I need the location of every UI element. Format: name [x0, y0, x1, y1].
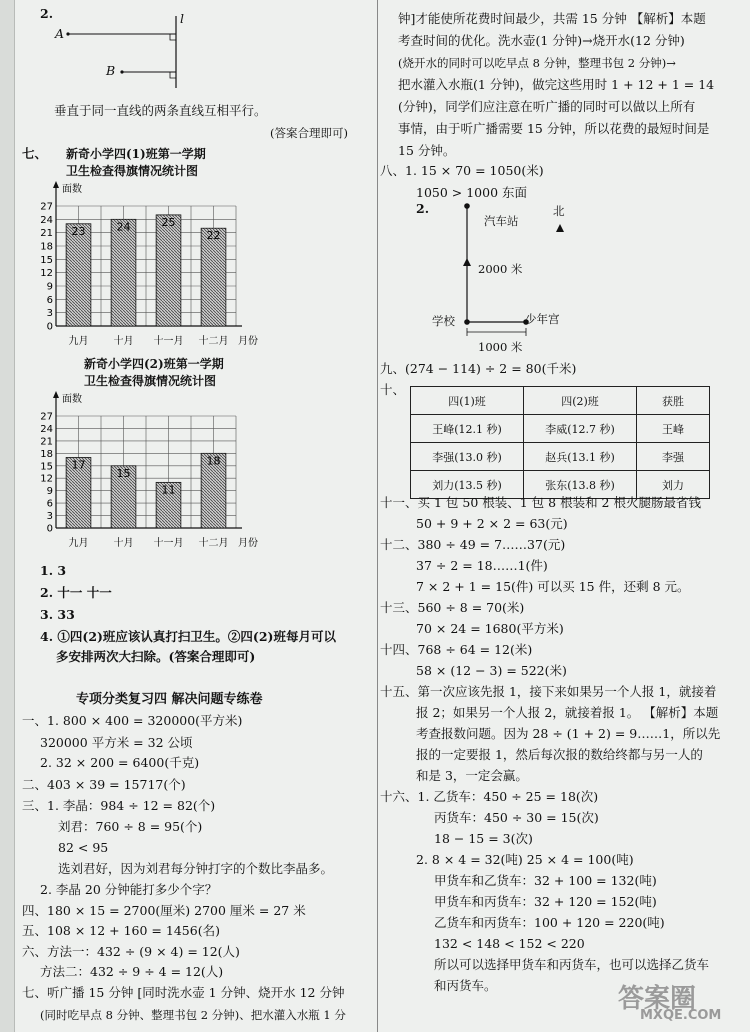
answer-3: 3. 33 — [40, 607, 75, 622]
table-header-cell: 四(1)班 — [411, 387, 524, 415]
chart1-title-line2: 卫生检查得旗情况统计图 — [66, 164, 199, 178]
table-cell: 李威(12.7 秒) — [524, 415, 637, 443]
right-line-3: 把水灌入水瓶(1 分钟)，做完这些用时 1 + 12 + 1 = 14 — [398, 77, 715, 92]
table-cell: 李强 — [637, 443, 710, 471]
parallel-text: 垂直于同一直线的两条直线互相平行。 — [54, 103, 267, 118]
bar — [156, 215, 181, 326]
column-divider — [377, 0, 378, 1032]
x-tick-label: 十月 — [113, 336, 134, 347]
y-tick-label: 18 — [40, 448, 53, 460]
table-cell: 刘力 — [637, 471, 710, 499]
x-tick-label: 十二月 — [198, 538, 229, 549]
left-line-4: 三、1. 李晶：984 ÷ 12 = 82(个) — [22, 798, 216, 813]
x-tick-label: 九月 — [68, 538, 89, 549]
right-bottom-line-21: 132 < 148 < 152 < 220 — [434, 936, 585, 951]
bar-value-label: 15 — [116, 466, 131, 480]
bar — [201, 228, 226, 326]
left-line-1: 320000 平方米 = 32 公顷 — [40, 735, 193, 750]
right-bottom-line-11: 考查报数问题。因为 28 ÷ (1 + 2) = 9……1，所以先 — [416, 726, 721, 741]
y-tick-label: 9 — [46, 281, 53, 293]
y-tick-label: 15 — [40, 254, 53, 266]
table-cell: 张东(13.8 秒) — [524, 471, 637, 499]
bus-station-label: 汽车站 — [484, 214, 519, 228]
answer-4-line2: 多安排两次大扫除。(答案合理即可) — [56, 649, 256, 664]
x-tick-label: 十月 — [113, 538, 134, 549]
bar-value-label: 24 — [116, 220, 131, 234]
bar-value-label: 17 — [71, 458, 86, 472]
bar-value-label: 11 — [161, 483, 176, 497]
horizontal-distance-label: 1000 米 — [478, 340, 523, 354]
x-tick-label: 九月 — [68, 336, 89, 347]
table-cell: 王峰(12.1 秒) — [411, 415, 524, 443]
y-axis-arrow — [53, 391, 59, 398]
right-bottom-line-1: 50 + 9 + 2 × 2 = 63(元) — [416, 516, 568, 531]
y-axis-arrow — [53, 181, 59, 188]
left-line-14: (同时吃早点 8 分钟、整理书包 2 分钟)、把水灌入水瓶 1 分 — [40, 1008, 346, 1022]
q10-label: 十、 — [380, 382, 406, 397]
bar-value-label: 22 — [206, 229, 221, 243]
right-bottom-line-22: 所以可以选择甲货车和丙货车，也可以选择乙货车 — [434, 957, 710, 972]
section-title: 专项分类复习四 解决问题专练卷 — [76, 692, 263, 707]
parallel-lines-diagram — [50, 10, 190, 90]
bar — [111, 219, 136, 326]
y-axis-label: 面数 — [62, 184, 82, 195]
left-line-5: 刘君：760 ÷ 8 = 95(个) — [58, 819, 203, 834]
left-line-0: 一、1. 800 × 400 = 320000(平方米) — [22, 713, 243, 728]
x-axis-label: 月份 — [238, 336, 258, 347]
y-tick-label: 6 — [46, 294, 53, 306]
y-tick-label: 15 — [40, 461, 53, 473]
right-bottom-line-19: 甲货车和丙货车：32 + 120 = 152(吨) — [434, 894, 657, 909]
y-tick-label: 18 — [40, 241, 53, 253]
bar-value-label: 25 — [161, 215, 176, 229]
x-axis-label: 月份 — [238, 538, 258, 549]
right-bottom-line-0: 十一、买 1 包 50 根装、1 包 8 根装和 2 根火腿肠最省钱 — [380, 495, 701, 510]
right-bottom-line-2: 十二、380 ÷ 49 = 7……37(元) — [380, 537, 566, 552]
point-b-label: B — [106, 63, 116, 78]
x-tick-label: 十一月 — [153, 538, 184, 549]
chart1-bar-chart — [36, 178, 258, 356]
right-bottom-line-18: 甲货车和乙货车：32 + 100 = 132(吨) — [434, 873, 657, 888]
right-bottom-line-23: 和丙货车。 — [434, 978, 497, 993]
y-tick-label: 27 — [40, 201, 53, 213]
table-cell: 赵兵(13.1 秒) — [524, 443, 637, 471]
y-tick-label: 6 — [46, 498, 53, 510]
left-line-7: 选刘君好，因为刘君每分钟打字的个数比李晶多。 — [58, 861, 334, 876]
right-bottom-line-5: 十三、560 ÷ 8 = 70(米) — [380, 600, 525, 615]
bar-value-label: 18 — [206, 454, 221, 468]
chart2-title-line1: 新奇小学四(2)班第一学期 — [84, 357, 224, 371]
right-bottom-line-6: 70 × 24 = 1680(平方米) — [416, 621, 564, 636]
race-results-table — [410, 386, 710, 499]
right-bottom-line-12: 报的一定要报 1，然后每次报的数给终都与另一人的 — [416, 747, 703, 762]
answer-1: 1. 3 — [40, 563, 67, 578]
left-line-12: 方法二：432 ÷ 9 ÷ 4 = 12(人) — [40, 964, 224, 979]
y-axis-label: 面数 — [62, 394, 82, 405]
map-q-label: 2. — [416, 201, 430, 216]
y-tick-label: 9 — [46, 486, 53, 498]
right-bottom-line-4: 7 × 2 + 1 = 15(件) 可以买 15 件，还剩 8 元。 — [416, 579, 690, 594]
table-cell: 李强(13.0 秒) — [411, 443, 524, 471]
vertical-distance-label: 2000 米 — [478, 262, 523, 276]
left-line-13: 七、听广播 15 分钟 [同时洗水壶 1 分钟、烧开水 12 分钟 — [22, 985, 345, 1000]
q9-line: 九、(274 − 114) ÷ 2 = 80(千米) — [380, 361, 577, 376]
watermark-logo: 答案圈 — [618, 984, 697, 1014]
right-line-1: 考查时间的优化。洗水壶(1 分钟)→烧开水(12 分钟) — [398, 33, 685, 48]
left-line-2: 2. 32 × 200 = 6400(千克) — [40, 755, 200, 770]
point-a-label: A — [55, 26, 65, 41]
chart1-title-line1: 新奇小学四(1)班第一学期 — [66, 147, 206, 161]
table-header-row — [411, 387, 710, 415]
right-bottom-line-3: 37 ÷ 2 = 18……1(件) — [416, 558, 548, 573]
table-cell: 刘力(13.5 秒) — [411, 471, 524, 499]
right-bottom-line-14: 十六、1. 乙货车：450 ÷ 25 = 18(次) — [380, 789, 599, 804]
table-cell: 王峰 — [637, 415, 710, 443]
right-bottom-line-13: 和是 3，一定会赢。 — [416, 768, 528, 783]
right-bottom-line-17: 2. 8 × 4 = 32(吨) 25 × 4 = 100(吨) — [416, 852, 634, 867]
youth-palace-label: 少年宫 — [525, 312, 560, 326]
y-tick-label: 3 — [46, 308, 53, 320]
left-line-11: 六、方法一：432 ÷ (9 × 4) = 12(人) — [22, 944, 240, 959]
q7-label: 七、 — [22, 146, 48, 161]
right-bottom-line-9: 十五、第一次应该先报 1，接下来如果另一个人报 1，就接着 — [380, 684, 717, 699]
right-bottom-line-10: 报 2；如果另一个人报 2，就接着报 1。 【解析】本题 — [416, 705, 719, 720]
y-tick-label: 21 — [40, 228, 53, 240]
y-tick-label: 27 — [40, 411, 53, 423]
right-bottom-line-20: 乙货车和丙货车：100 + 120 = 220(吨) — [434, 915, 665, 930]
table-row — [411, 443, 710, 471]
left-line-6: 82 < 95 — [58, 840, 109, 855]
watermark-url: MXQE.COM — [640, 1008, 722, 1023]
right-line-7: 八、1. 15 × 70 = 1050(米) — [380, 163, 544, 178]
right-line-2: (烧开水的同时可以吃早点 8 分钟，整理书包 2 分钟)→ — [398, 56, 676, 70]
left-line-9: 四、180 × 15 = 2700(厘米) 2700 厘米 = 27 米 — [22, 903, 306, 918]
bar — [66, 224, 91, 326]
x-tick-label: 十一月 — [153, 336, 184, 347]
y-tick-label: 24 — [40, 423, 53, 435]
y-tick-label: 21 — [40, 436, 53, 448]
right-bottom-line-8: 58 × (12 − 3) = 522(米) — [416, 663, 567, 678]
binding-gutter — [0, 0, 15, 1032]
chart2-bar-chart — [36, 388, 258, 558]
school-label: 学校 — [432, 314, 455, 328]
bar-value-label: 23 — [71, 224, 86, 238]
right-bottom-line-16: 18 − 15 = 3(次) — [434, 831, 533, 846]
y-tick-label: 0 — [46, 523, 53, 535]
chart2-title-line2: 卫生检查得旗情况统计图 — [84, 374, 217, 388]
answer-2: 2. 十一 十一 — [40, 585, 112, 600]
y-tick-label: 0 — [46, 321, 53, 333]
right-bottom-line-7: 十四、768 ÷ 64 = 12(米) — [380, 642, 533, 657]
left-line-8: 2. 李晶 20 分钟能打多少个字？ — [40, 882, 218, 897]
y-tick-label: 12 — [40, 473, 53, 485]
left-line-3: 二、403 × 39 = 15717(个) — [22, 777, 186, 792]
x-tick-label: 十二月 — [198, 336, 229, 347]
line-l-label: l — [180, 11, 184, 26]
right-bottom-line-15: 丙货车：450 ÷ 30 = 15(次) — [434, 810, 599, 825]
right-line-5: 事情，由于听广播需要 15 分钟，所以花费的最短时间是 — [398, 121, 710, 136]
table-header-cell: 获胜 — [637, 387, 710, 415]
y-tick-label: 24 — [40, 214, 53, 226]
q2-label: 2. — [40, 6, 54, 21]
table-row — [411, 415, 710, 443]
note-answer-reasonable: (答案合理即可) — [270, 126, 348, 140]
north-label: 北 — [553, 204, 565, 218]
y-tick-label: 3 — [46, 511, 53, 523]
left-line-10: 五、108 × 12 + 160 = 1456(名) — [22, 923, 220, 938]
answer-4-line1: 4. ①四(2)班应该认真打扫卫生。②四(2)班每月可以 — [40, 629, 336, 644]
table-header-cell: 四(2)班 — [524, 387, 637, 415]
right-line-4: (分钟)，同学们应注意在听广播的同时可以做以上所有 — [398, 99, 696, 114]
right-line-8: 1050 > 1000 东面 — [416, 185, 528, 200]
right-line-0: 钟]才能使所花费时间最少，共需 15 分钟 【解析】本题 — [398, 11, 706, 26]
y-tick-label: 12 — [40, 268, 53, 280]
right-line-6: 15 分钟。 — [398, 143, 456, 158]
